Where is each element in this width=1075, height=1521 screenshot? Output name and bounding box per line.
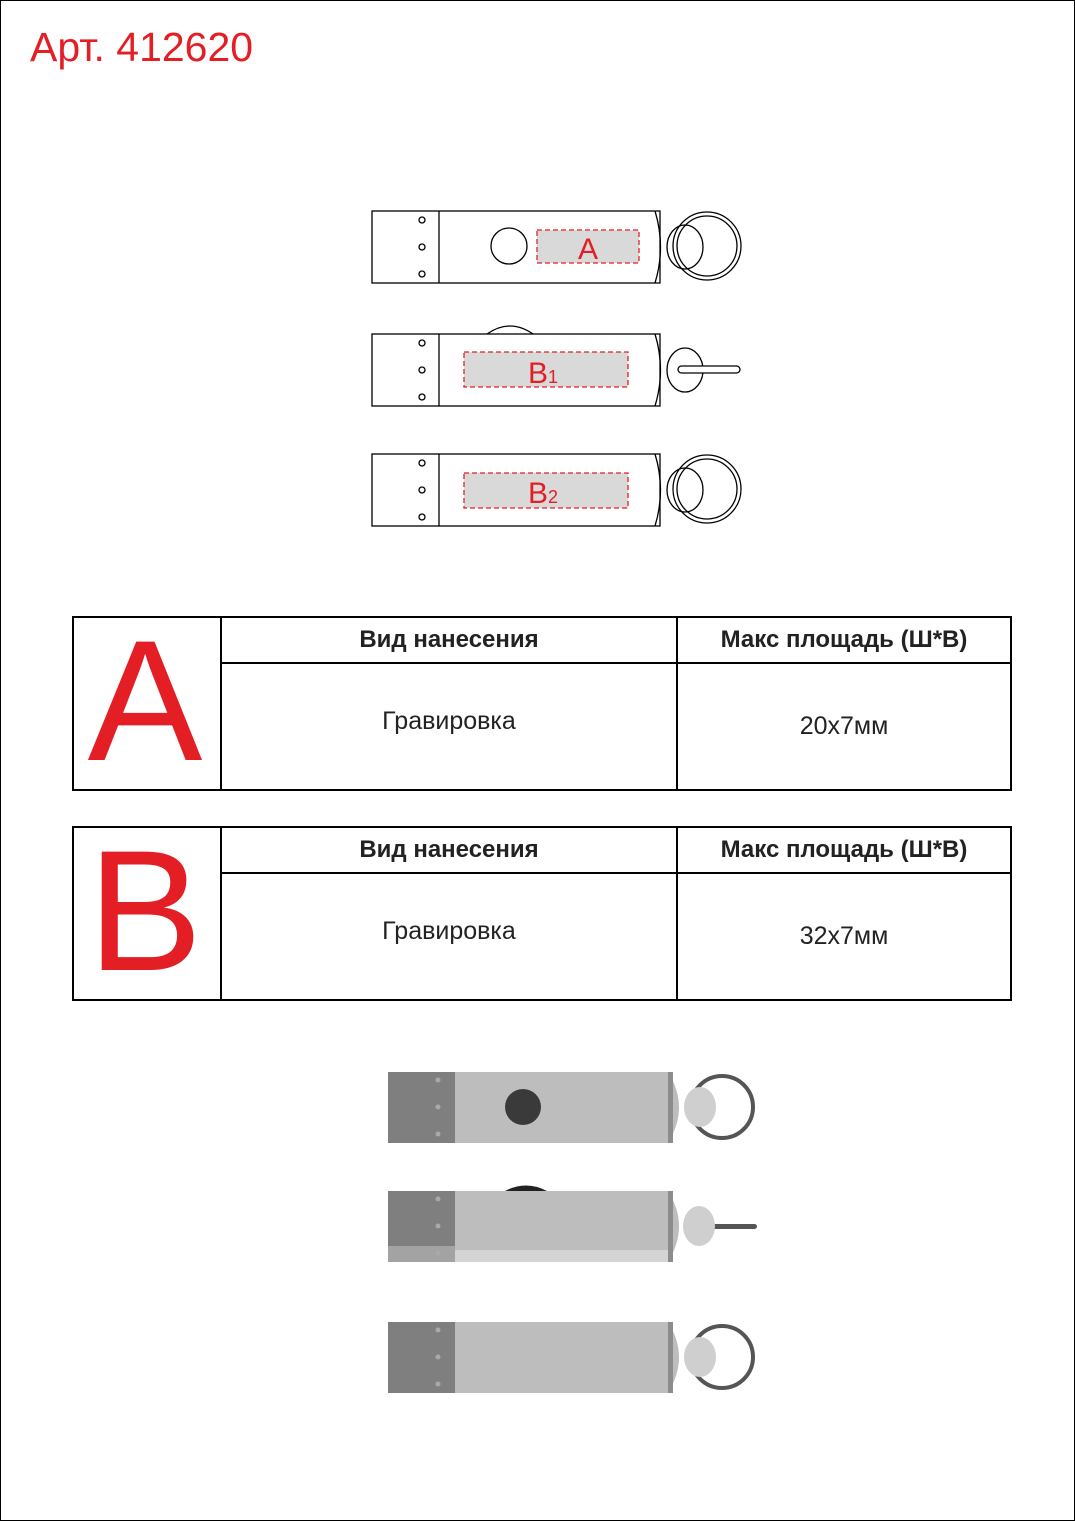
size-value: 20x7мм: [799, 712, 889, 740]
size-header: Макс площадь (Ш*В): [720, 626, 968, 653]
article-title: Арт. 412620: [30, 24, 254, 70]
method-value: Гравировка: [382, 917, 516, 945]
color-view-top: [388, 1072, 753, 1143]
outline-view-side: [372, 326, 740, 406]
area-letter: B: [87, 815, 203, 1007]
size-value: 32x7мм: [799, 922, 889, 950]
method-header: Вид нанесения: [359, 836, 539, 863]
color-view-bottom: [388, 1322, 753, 1393]
spec-grid: [220, 826, 1012, 1001]
area-label-b2: B2: [528, 477, 559, 510]
spec-grid: [220, 616, 1012, 791]
area-letter: A: [87, 605, 203, 797]
area-label-b1: B1: [528, 357, 559, 390]
method-value: Гравировка: [382, 707, 516, 735]
color-view-side: [388, 1186, 757, 1263]
area-label-a: A: [577, 233, 599, 266]
outline-view-top: [372, 211, 741, 283]
spec-table-b: [72, 815, 1012, 1007]
method-header: Вид нанесения: [359, 626, 539, 653]
spec-table-a: [72, 605, 1012, 797]
size-header: Макс площадь (Ш*В): [720, 836, 968, 863]
